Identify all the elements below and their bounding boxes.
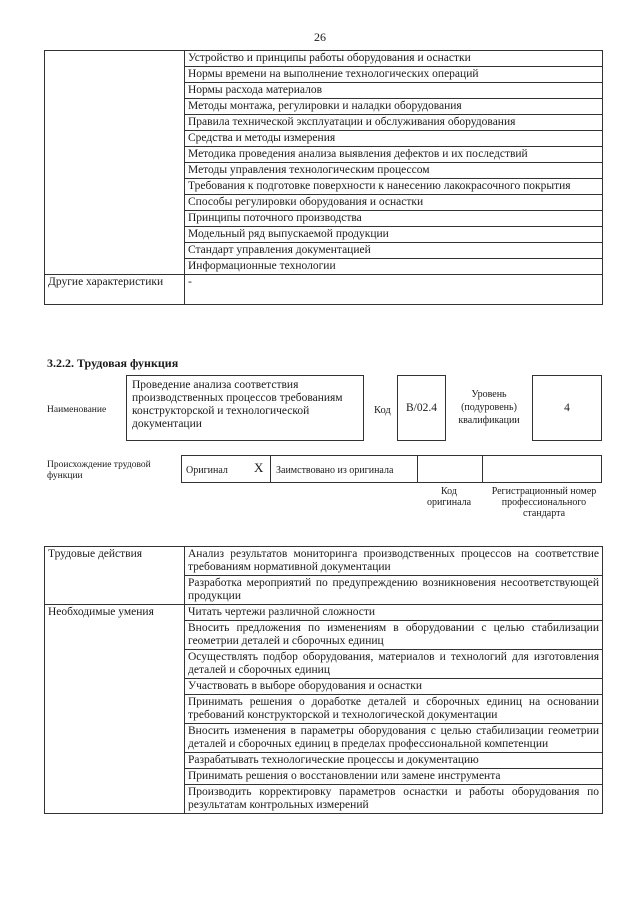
knowledge-item: Модельный ряд выпускаемой продукции — [185, 227, 603, 243]
original-label: Оригинал — [186, 465, 228, 476]
skills-label: Необходимые умения — [45, 605, 185, 814]
page-number: 26 — [314, 30, 326, 44]
knowledge-item: Правила технической эксплуатации и обслуживания оборудования — [185, 115, 603, 131]
code-original-caption: Код оригинала — [426, 486, 472, 508]
knowledge-item: Принципы поточного производства — [185, 211, 603, 227]
knowledge-item: Способы регулировки оборудования и оснастки — [185, 195, 603, 211]
origin-divider — [417, 456, 418, 482]
knowledge-item: Методы управления технологическим процессом — [185, 163, 603, 179]
registration-number-caption: Регистрационный номер профессионального стандарта — [491, 486, 597, 519]
knowledge-item: Нормы времени на выполнение технологических операций — [185, 67, 603, 83]
origin-divider — [270, 456, 271, 482]
code-label: Код — [374, 405, 391, 416]
knowledge-table — [44, 50, 603, 305]
name-label: Наименование — [47, 405, 107, 415]
skill-item: Вносить предложения по изменениям в оборудовании с целью стабилизации геометрии деталей и сборочных единиц — [185, 621, 603, 650]
section-title: 3.2.2. Трудовая функция — [47, 356, 179, 370]
knowledge-item: Методы монтажа, регулировки и наладки оборудования — [185, 99, 603, 115]
other-characteristics-label: Другие характеристики — [45, 275, 185, 305]
function-name-box: Проведение анализа соответствия производственных процессов требованиям конструкторской и технологической документации — [126, 375, 364, 441]
skill-item: Производить корректировку параметров оснастки и работы оборудования по результатам контрольных измерений — [185, 785, 603, 814]
knowledge-label-cell — [45, 51, 185, 275]
knowledge-item: Устройство и принципы работы оборудования и оснастки — [185, 51, 603, 67]
origin-box — [181, 455, 602, 483]
skill-item: Участвовать в выборе оборудования и оснастки — [185, 679, 603, 695]
skill-item: Разрабатывать технологические процессы и документацию — [185, 753, 603, 769]
table-row — [45, 51, 603, 67]
skill-item: Вносить изменения в параметры оборудования с целью стабилизации геометрии деталей и сборочных единиц в пределах профессиональной компетенции — [185, 724, 603, 753]
skill-item: Принимать решения о восстановлении или замене инструмента — [185, 769, 603, 785]
original-mark: X — [254, 460, 264, 475]
knowledge-item: Методика проведения анализа выявления дефектов и их последствий — [185, 147, 603, 163]
skill-item: Осуществлять подбор оборудования, материалов и технологий для изготовления деталей и сборочных единиц — [185, 650, 603, 679]
labor-actions-label: Трудовые действия — [45, 547, 185, 605]
knowledge-item: Средства и методы измерения — [185, 131, 603, 147]
table-row — [45, 275, 603, 305]
skill-item: Читать чертежи различной сложности — [185, 605, 603, 621]
origin-label: Происхождение трудовой функции — [47, 460, 151, 481]
labor-action-item: Анализ результатов мониторинга производственных процессов на соответствие требованиям нормативной документации — [185, 547, 603, 576]
knowledge-item: Информационные технологии — [185, 259, 603, 275]
level-label: Уровень (подуровень) квалификации — [458, 389, 520, 426]
knowledge-item: Стандарт управления документацией — [185, 243, 603, 259]
code-value-box: B/02.4 — [397, 375, 446, 441]
origin-divider — [482, 456, 483, 482]
level-value-box: 4 — [532, 375, 602, 441]
skill-item: Принимать решения о доработке деталей и сборочных единиц на основании требований конструкторской и технологической документации — [185, 695, 603, 724]
table-row — [45, 547, 603, 576]
borrowed-label: Заимствовано из оригинала — [276, 465, 394, 476]
knowledge-item: Нормы расхода материалов — [185, 83, 603, 99]
other-characteristics-value: - — [185, 275, 603, 305]
actions-table — [44, 546, 603, 814]
labor-action-item: Разработка мероприятий по предупреждению возникновения несоответствующей продукции — [185, 576, 603, 605]
table-row — [45, 605, 603, 621]
knowledge-item: Требования к подготовке поверхности к нанесению лакокрасочного покрытия — [185, 179, 603, 195]
